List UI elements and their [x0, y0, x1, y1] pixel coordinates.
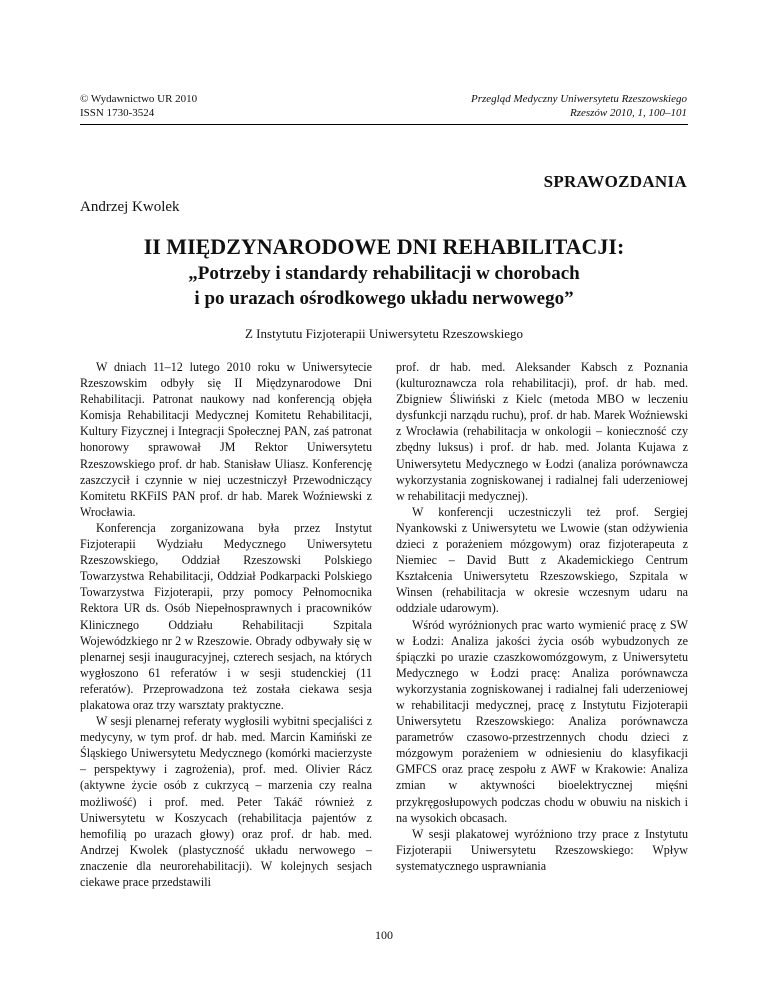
section-label: SPRAWOZDANIA: [543, 172, 687, 191]
paragraph-continued: prof. dr hab. med. Aleksander Kabsch z Poznania (kulturoznawcza rola rehabilitacji), prof. dr hab. med. Zbigniew Śliwiński z Kielc (metoda MBO w leczeniu dysfunkcji narządu ruchu), prof. dr hab. Marek Woźniewski z Wrocławia (rehabilitacja w onkologii – konieczność czy zbędny luksus) i prof. dr hab. med. Jolanta Kujawa z Uniwersytetu Medycznego w Łodzi (analiza porównawcza wykorzystania zogniskowanej i radialnej fali uderzeniowej w rehabilitacji medycznej).: [396, 360, 688, 503]
title-line-2: „Potrzeby i standardy rehabilitacji w chorobach: [188, 263, 580, 284]
paragraph: W dniach 11–12 lutego 2010 roku w Uniwersytecie Rzeszowskim odbyły się II Międzynarodowe Dni Rehabilitacji. Patronat naukowy nad konferencją objęła Komisja Rehabilitacji Medycznej Komitetu Rehabilitacji, Kultury Fizycznej i Integracji Społecznej PAN, zaś patronat honorowy sprawował JM Rektor Uniwersytetu Rzeszowskiego prof. dr hab. Stanisław Uliasz. Konferencję zaszczycił i czynnie w niej uczestniczył Przewodniczący Komitetu RKFiIS PAN prof. dr hab. Marek Woźniewski z Wrocławia.: [80, 360, 372, 519]
paragraph: Wśród wyróżnionych prac warto wymienić pracę z SW w Łodzi: Analiza jakości życia osób wybudzonych ze śpiączki po urazie czaszkowomózgowym, z Uniwersytetu Medycznego w Łodzi pracę: Analiza porównawcza wykorzystania zogniskowanej i radialnej fali uderzeniowej w rehabilitacji medycznej, pracę z Instytutu Fizjoterapii Uniwersytetu Rzeszowskiego: Analiza porównawcza parametrów czasowo-przestrzennych chodu dzieci z mózgowym porażeniem w odniesieniu do klasyfikacji GMFCS oraz pracę zespołu z AWF w Krakowie: Analiza zmian w aktywności bioelektrycznej mięśni przykręgosłupowych podczas chodu w obuwiu na niskich i na wysokich obcasach.: [396, 617, 688, 825]
issn: ISSN 1730-3524: [80, 107, 155, 119]
title-line-1: II MIĘDZYNARODOWE DNI REHABILITACJI:: [143, 234, 625, 259]
institute-affiliation: Z Instytutu Fizjoterapii Uniwersytetu Rzeszowskiego: [244, 326, 523, 341]
paragraph: W sesji plenarnej referaty wygłosili wybitni specjaliści z medycyny, w tym prof. dr hab. med. Marcin Kamiński ze Śląskiego Uniwersytetu Medycznego (komórki macierzyste – perspektywy i zagrożenia), prof. med. Olivier Rácz (aktywne życie osób z cukrzycą – marzenia czy realna możliwość) i prof. med. Peter Takáč również z Uniwersytetu w Koszycach (rehabilitacja pajentów z hemofilią po urazach głowy) oraz prof. dr hab. med. Andrzej Kwolek (plastyczność układu nerwowego – znaczenie dla neurorehabilitacji). W kolejnych sesjach ciekawe prace przedstawili: [80, 714, 372, 889]
paragraph: W sesji plakatowej wyróżniono trzy prace z Instytutu Fizjoterapii Uniwersytetu Rzeszowskiego: Wpływ systematycznego usprawniania: [396, 826, 688, 873]
title-line-3: i po urazach ośrodkowego układu nerwowego”: [194, 288, 574, 309]
journal-name: Przegląd Medyczny Uniwersytetu Rzeszowskiego: [471, 93, 687, 105]
page-number: 100: [375, 928, 393, 942]
publisher: © Wydawnictwo UR 2010: [80, 93, 198, 105]
body-column-right: [396, 359, 688, 874]
paragraph: Konferencja zorganizowana była przez Instytut Fizjoterapii Wydziału Medycznego Uniwersytetu Rzeszowskiego, Oddział Rzeszowski Polskiego Towarzystwa Rehabilitacji, Oddział Podkarpacki Polskiego Towarzystwa Fizjoterapii, przy pomocy Pełnomocnika Rektora UR ds. Osób Niepełnosprawnych i pracowników Klinicznego Oddziału Rehabilitacji Szpitala Wojewódzkiego nr 2 w Rzeszowie. Obrady odbywały się w plenarnej sesji inauguracyjnej, czterech sesjach, na których wygłoszono 61 referatów i w sesji studenckiej (11 referatów). Przeprowadzona też została ciekawa sesja plakatowa oraz trzy warsztaty praktyczne.: [80, 520, 372, 712]
paragraph: W konferencji uczestniczyli też prof. Sergiej Nyankowski z Uniwersytetu we Lwowie (stan odżywienia dzieci z porażeniem mózgowym) oraz fizjoterapeuta z Niemiec – David Butt z Akademickiego Centrum Kształcenia Uniwersytetu Rzeszowskiego, Szpitala w Winsen (rehabilitacja w okresie wczesnym udaru na oddziale udarowym).: [396, 504, 688, 616]
journal-info: [471, 92, 687, 120]
publisher-info: [80, 92, 197, 120]
header-rule: [80, 124, 688, 125]
article-title: [80, 233, 688, 311]
author-name: Andrzej Kwolek: [80, 199, 180, 215]
body-column-left: [80, 359, 372, 890]
journal-issue: Rzeszów 2010, 1, 100–101: [569, 107, 687, 119]
